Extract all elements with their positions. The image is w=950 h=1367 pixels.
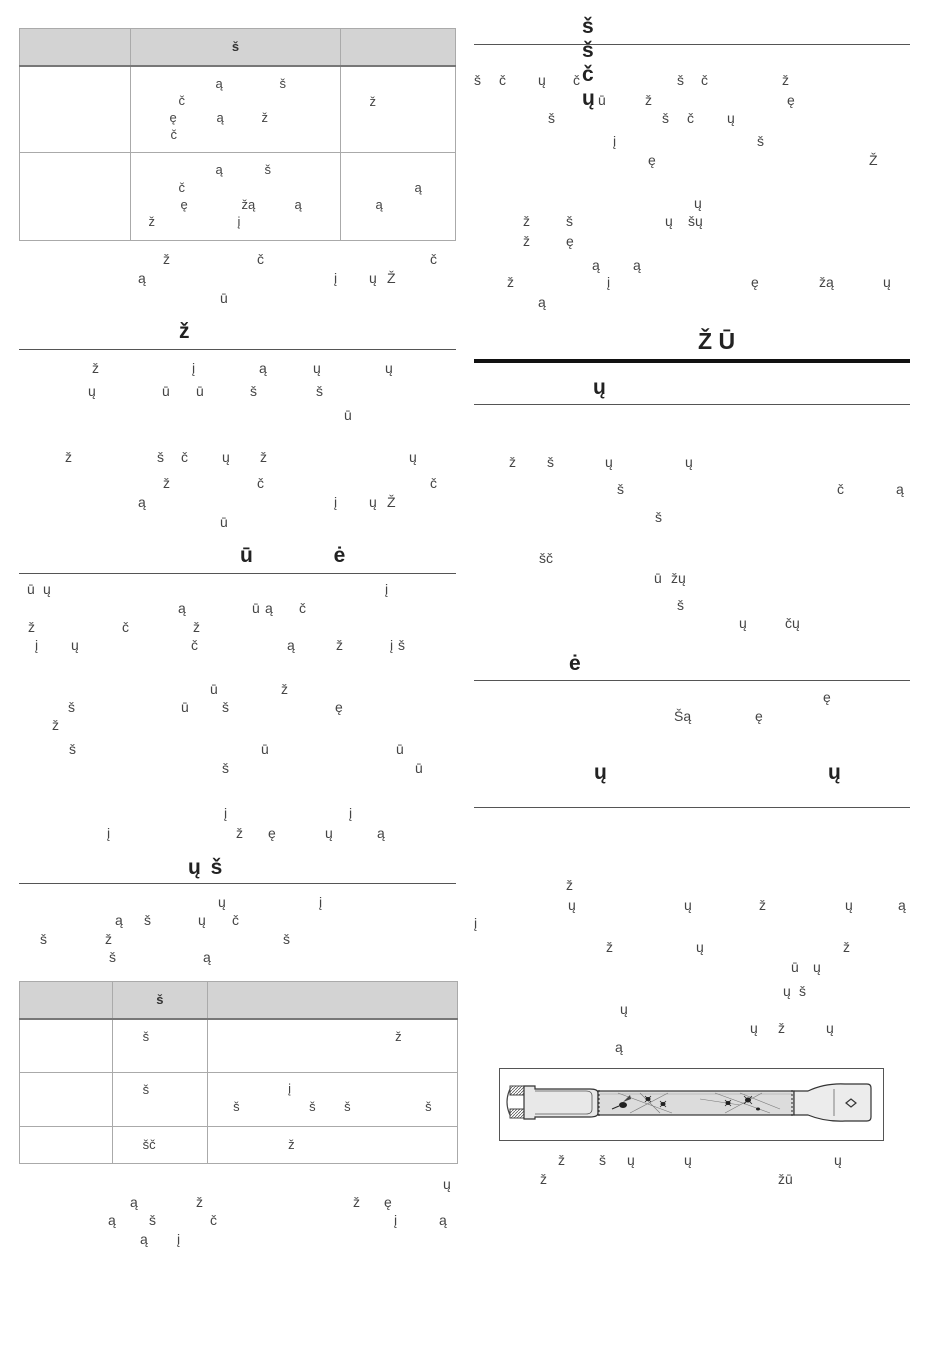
glyph: ž: [353, 1194, 360, 1210]
glyph: š: [474, 72, 481, 88]
glyph: į: [390, 637, 394, 653]
cell-glyph: ą: [414, 180, 422, 195]
glyph: ž: [193, 619, 200, 635]
glyph: ž: [509, 454, 516, 470]
glyph: į: [385, 581, 389, 597]
glyph: ą: [592, 257, 600, 273]
table2-cell: [112, 1127, 208, 1164]
glyph: š: [599, 1152, 606, 1168]
glyph: ų: [883, 274, 891, 290]
glyph: š: [566, 213, 573, 229]
glyph: ž: [523, 213, 530, 229]
glyph: ą: [896, 481, 904, 497]
glyph: č: [257, 475, 264, 491]
glyph: ž: [645, 92, 652, 108]
glyph: ą: [377, 825, 385, 841]
glyph: ų: [443, 1176, 451, 1192]
wand-illustration-svg: [500, 1069, 883, 1140]
table2-cell: [112, 1019, 208, 1073]
glyph: ų: [222, 449, 230, 465]
table1-row: [20, 153, 456, 241]
cell-glyph: ę: [169, 109, 177, 125]
cell-glyph: š: [344, 1099, 351, 1114]
cell-glyph: ž: [261, 109, 268, 125]
table1-header-1: [20, 29, 131, 66]
cell-glyph: ž: [395, 1028, 402, 1044]
table1-cell: [131, 153, 340, 241]
glyph: š: [68, 699, 75, 715]
cell-glyph: ž: [288, 1137, 295, 1152]
divider: [474, 807, 910, 808]
glyph: š: [157, 449, 164, 465]
glyph: ą: [615, 1039, 623, 1055]
table2-header-1: [20, 982, 113, 1019]
table2-cell: [20, 1073, 113, 1127]
glyph: č: [210, 1212, 217, 1228]
major-heading: Ž Ū: [698, 328, 736, 354]
glyph: ų: [538, 72, 546, 88]
cell-glyph: ą: [215, 75, 223, 91]
glyph: ų: [198, 912, 206, 928]
glyph: š: [548, 110, 555, 126]
glyph: ž: [336, 637, 343, 653]
table1-header-3: [340, 29, 455, 66]
glyph: ž: [163, 251, 170, 267]
glyph: ž: [92, 360, 99, 376]
glyph: ų: [43, 581, 51, 597]
divider: [19, 573, 456, 574]
glyph: č: [687, 110, 694, 126]
glyph: š: [283, 931, 290, 947]
glyph: ž: [843, 939, 850, 955]
spec-table-2: [19, 981, 458, 1164]
glyph: š: [144, 912, 151, 928]
section-heading-1: ž: [179, 320, 190, 343]
table2-cell: [20, 1019, 113, 1073]
cell-glyph: š: [279, 75, 286, 91]
glyph: ų: [750, 1020, 758, 1036]
cell-glyph: ž: [148, 214, 155, 229]
glyph: ą: [439, 1212, 447, 1228]
glyph: š: [69, 741, 76, 757]
glyph: č: [181, 449, 188, 465]
glyph: ž: [523, 233, 530, 249]
glyph: š: [662, 110, 669, 126]
glyph: š: [677, 72, 684, 88]
glyph: č: [257, 251, 264, 267]
cell-glyph: ž: [369, 93, 377, 109]
glyph: š: [316, 383, 323, 399]
glyph: ą: [115, 912, 123, 928]
glyph: ų: [826, 1020, 834, 1036]
glyph: ą: [178, 600, 186, 616]
glyph: ę: [751, 274, 759, 290]
glyph: č: [430, 251, 437, 267]
glyph: ę: [384, 1194, 392, 1210]
table1-row: [20, 66, 456, 153]
cell-glyph: ą: [375, 197, 383, 212]
subheading-3b: ų: [828, 761, 841, 784]
subheading-1: ų: [593, 376, 606, 399]
heading-text: š š č ų: [582, 15, 595, 110]
glyph: ž: [52, 717, 59, 733]
glyph: ų: [813, 959, 821, 975]
spec-table-1: [19, 28, 456, 241]
glyph: ž: [759, 897, 766, 913]
glyph: ų: [325, 825, 333, 841]
glyph: į: [474, 915, 478, 931]
glyph: ą: [898, 897, 906, 913]
table2-row: [20, 1073, 458, 1127]
cell-glyph: į: [237, 214, 241, 229]
glyph: ū: [344, 407, 352, 423]
glyph: ž: [566, 877, 573, 893]
cell-glyph: š: [142, 1028, 150, 1044]
glyph: ų: [783, 983, 791, 999]
glyph: Ž: [869, 152, 878, 168]
cell-glyph: ę: [180, 197, 188, 212]
glyph: ū: [210, 681, 218, 697]
glyph: ų: [684, 897, 692, 913]
divider: [474, 404, 910, 405]
glyph: š: [222, 760, 229, 776]
product-illustration: [499, 1068, 884, 1141]
glyph: š: [398, 637, 405, 653]
glyph: Ž: [387, 494, 396, 510]
table2-cell: [112, 1073, 208, 1127]
glyph: ę: [787, 92, 795, 108]
glyph: Ž: [387, 270, 396, 286]
glyph: žą: [819, 274, 834, 290]
glyph: ų: [834, 1152, 842, 1168]
glyph: į: [607, 274, 611, 290]
glyph: č: [837, 481, 844, 497]
glyph: ū: [181, 699, 189, 715]
glyph: ų: [685, 454, 693, 470]
glyph: č: [122, 619, 129, 635]
glyph: į: [349, 805, 353, 821]
table1-cell: [131, 66, 340, 153]
cell-glyph: ą: [215, 162, 223, 177]
glyph: ę: [566, 233, 574, 249]
glyph: šč: [539, 550, 553, 566]
glyph: ų: [696, 939, 704, 955]
glyph: š: [757, 133, 764, 149]
glyph: ž: [28, 619, 35, 635]
glyph: ą: [203, 949, 211, 965]
glyph: žū: [778, 1171, 793, 1187]
glyph: ž: [782, 72, 789, 88]
cell-glyph: š: [309, 1099, 316, 1114]
subheading-2: ė: [569, 652, 581, 675]
glyph: ę: [648, 152, 656, 168]
glyph: š: [109, 949, 116, 965]
glyph: š: [149, 1212, 156, 1228]
glyph: č: [232, 912, 239, 928]
glyph: š: [547, 454, 554, 470]
glyph: į: [319, 894, 323, 910]
thick-divider: [474, 359, 910, 363]
glyph: ž: [507, 274, 514, 290]
glyph: ū: [162, 383, 170, 399]
glyph: į: [35, 637, 39, 653]
glyph: ū: [791, 959, 799, 975]
divider: [19, 349, 456, 350]
glyph: ų: [568, 897, 576, 913]
glyph: ž: [163, 475, 170, 491]
glyph: į: [394, 1212, 398, 1228]
cell-glyph: č: [170, 126, 177, 142]
glyph: ų: [385, 360, 393, 376]
section-heading-3: ų š: [188, 856, 223, 879]
glyph: ą: [633, 257, 641, 273]
glyph: ū: [654, 570, 662, 586]
glyph: į: [224, 805, 228, 821]
glyph: ž: [260, 449, 267, 465]
glyph: š: [655, 509, 662, 525]
glyph: ę: [268, 825, 276, 841]
glyph: ą: [138, 494, 146, 510]
subheading-3a: ų: [594, 761, 607, 784]
glyph: ž: [196, 1194, 203, 1210]
cell-glyph: ą: [216, 109, 224, 125]
glyph: ų: [845, 897, 853, 913]
table2-header-3: [208, 982, 458, 1019]
glyph: ą: [265, 600, 273, 616]
glyph: ų: [369, 494, 377, 510]
cell-glyph: š: [264, 162, 271, 177]
glyph: č: [499, 72, 506, 88]
glyph: ę: [335, 699, 343, 715]
table1-cell: [20, 153, 131, 241]
table1-header-2: š: [131, 29, 340, 66]
glyph: š: [677, 597, 684, 613]
glyph: ų: [684, 1152, 692, 1168]
glyph: ų: [218, 894, 226, 910]
cell-glyph: š: [233, 1099, 240, 1114]
glyph: ž: [540, 1171, 547, 1187]
table2-cell: [208, 1127, 458, 1164]
table2-header-2: š: [112, 982, 208, 1019]
table2-row: [20, 1127, 458, 1164]
glyph: č: [701, 72, 708, 88]
cell-glyph: į: [288, 1081, 292, 1096]
glyph: š: [40, 931, 47, 947]
glyph: ž: [281, 681, 288, 697]
cell-glyph: š: [142, 1082, 150, 1097]
cell-glyph: č: [178, 180, 185, 195]
glyph: ų: [665, 213, 673, 229]
glyph: ū: [396, 741, 404, 757]
glyph: čų: [785, 615, 800, 631]
glyph: ū: [220, 290, 228, 306]
glyph: ę: [755, 708, 763, 724]
glyph: ž: [236, 825, 243, 841]
glyph: ū: [415, 760, 423, 776]
glyph: ū: [261, 741, 269, 757]
glyph: ų: [727, 110, 735, 126]
glyph: ų: [71, 637, 79, 653]
glyph: ų: [409, 449, 417, 465]
glyph: į: [192, 360, 196, 376]
table1-cell: [340, 66, 455, 153]
cell-glyph: žą: [241, 197, 256, 212]
cell-glyph: š: [425, 1099, 432, 1114]
glyph: ž: [105, 931, 112, 947]
divider: [474, 44, 910, 45]
glyph: š: [617, 481, 624, 497]
table2-cell: [208, 1073, 458, 1127]
glyph: ų: [88, 383, 96, 399]
glyph: ž: [558, 1152, 565, 1168]
glyph: ų: [739, 615, 747, 631]
glyph: š: [222, 699, 229, 715]
table2-cell: [20, 1127, 113, 1164]
glyph: č: [191, 637, 198, 653]
glyph: ą: [538, 294, 546, 310]
table1-cell: [340, 153, 455, 241]
glyph: į: [613, 133, 617, 149]
cell-glyph: šč: [142, 1137, 156, 1152]
glyph: ų: [627, 1152, 635, 1168]
glyph: ų: [369, 270, 377, 286]
glyph: į: [334, 270, 338, 286]
table1-cell: [20, 66, 131, 153]
glyph: ų: [313, 360, 321, 376]
glyph: į: [177, 1231, 181, 1247]
table2-row: [20, 1019, 458, 1073]
glyph: ą: [130, 1194, 138, 1210]
glyph: č: [430, 475, 437, 491]
glyph: Šą: [674, 708, 692, 724]
glyph: ą: [108, 1212, 116, 1228]
glyph: ū: [27, 581, 35, 597]
glyph: į: [107, 825, 111, 841]
glyph: ū: [196, 383, 204, 399]
glyph: ū: [598, 92, 606, 108]
glyph: ą: [140, 1231, 148, 1247]
glyph: ą: [259, 360, 267, 376]
glyph: č: [573, 72, 580, 88]
glyph: ž: [606, 939, 613, 955]
glyph: ū: [252, 600, 260, 616]
glyph: ą: [138, 270, 146, 286]
glyph: č: [299, 600, 306, 616]
cell-glyph: ą: [294, 197, 302, 212]
glyph: š: [799, 983, 806, 999]
glyph: ų: [620, 1001, 628, 1017]
glyph: ž: [778, 1020, 785, 1036]
glyph: ū: [220, 514, 228, 530]
glyph: ę: [823, 689, 831, 705]
glyph: žų: [671, 570, 686, 586]
glyph: š: [250, 383, 257, 399]
table2-cell: [208, 1019, 458, 1073]
cell-glyph: č: [178, 92, 185, 108]
glyph: ų: [694, 195, 702, 211]
glyph: ą: [287, 637, 295, 653]
glyph: ų: [605, 454, 613, 470]
divider: [474, 680, 910, 681]
glyph: į: [334, 494, 338, 510]
section-heading-2: ū ė: [240, 544, 346, 567]
divider: [19, 883, 456, 884]
glyph: ž: [65, 449, 72, 465]
glyph: šų: [688, 213, 703, 229]
